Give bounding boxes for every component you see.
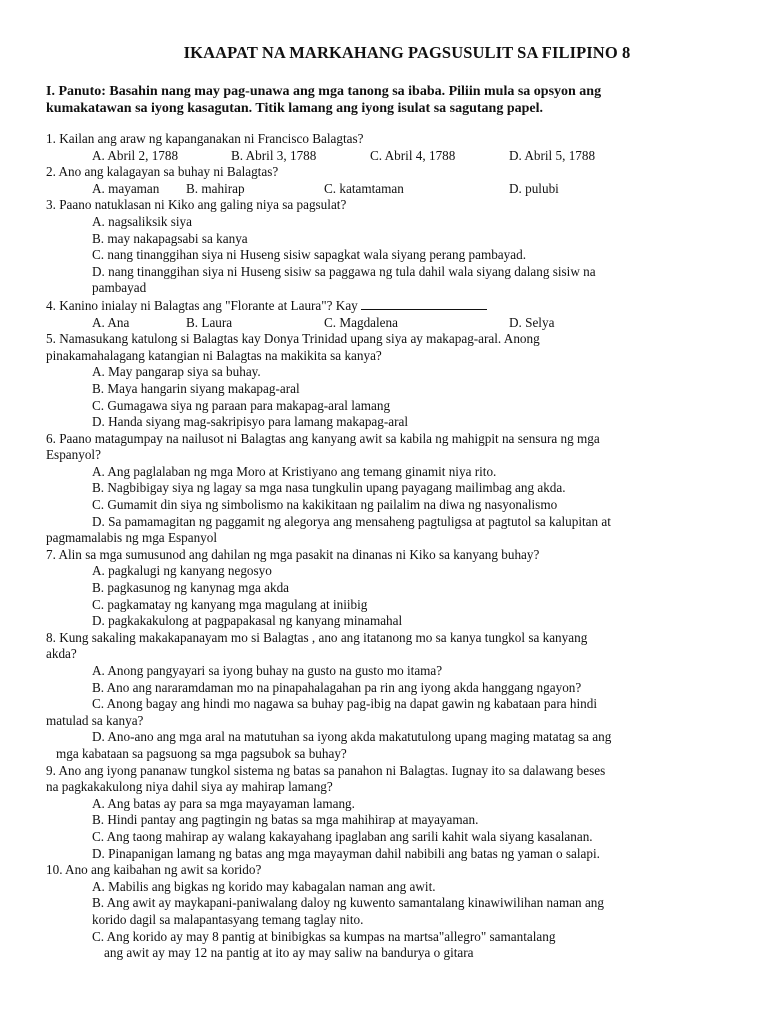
question-5-continued: pinakamahalagang katangian ni Balagtas na makikita sa kanya?: [46, 347, 382, 363]
option-a: A. Ana: [92, 314, 130, 330]
option-d: D. Sa pamamagitan ng paggamit ng alegorya ang mensaheng pagtuligsa at pagtutol sa kalupitan at: [92, 513, 611, 529]
question-2-options: [92, 181, 726, 198]
question-9: 9. Ano ang iyong pananaw tungkol sistema ng batas sa panahon ni Balagtas. Iugnay ito sa dalawang beses: [46, 762, 606, 778]
option-c-continued: ang awit ay may 12 na pantig at ito ay may saliw na bandurya o gitara: [104, 945, 474, 961]
option-c: C. Abril 4, 1788: [370, 147, 456, 163]
option-d: D. pagkakakulong at pagpapakasal ng kanyang minamahal: [92, 613, 403, 629]
option-b: B. Ang awit ay maykapani-paniwalang daloy ng kuwento samantalang kinawiwilihan naman ang: [92, 895, 604, 911]
option-d-continued: pambayad: [92, 280, 147, 296]
option-b: B. Abril 3, 1788: [231, 147, 317, 163]
option-b: B. Hindi pantay ang pagtingin ng batas sa mga mahihirap at mayayaman.: [92, 812, 479, 828]
option-d: D. nang tinanggihan siya ni Huseng sisiw sa paggawa ng tula dahil wala siyang dalang sisiw na: [92, 263, 596, 279]
option-d: D. Handa siyang mag-sakripisyo para lamang makapag-aral: [92, 414, 409, 430]
option-b: B. Laura: [186, 314, 233, 330]
question-8: 8. Kung sakaling makakapanayam mo si Balagtas , ano ang itatanong mo sa kanya tungkol sa kanyang: [46, 629, 588, 645]
option-a: A. nagsaliksik siya: [92, 213, 192, 229]
question-9-continued: na pagkakakulong niya dahil siya ay mahirap lamang?: [46, 779, 333, 795]
option-c: C. Gumagawa siya ng paraan para makapag-aral lamang: [92, 397, 391, 413]
option-d-continued: mga kabataan sa pagsuong sa mga pagsubok sa buhay?: [56, 745, 347, 761]
option-c: C. katamtaman: [324, 180, 404, 196]
question-10: 10. Ano ang kaibahan ng awit sa korido?: [46, 862, 262, 878]
question-1: 1. Kailan ang araw ng kapanganakan ni Francisco Balagtas?: [46, 131, 364, 146]
option-a: A. Anong pangyayari sa iyong buhay na gusto na gusto mo itama?: [92, 663, 443, 678]
option-a: A. mayaman: [92, 180, 160, 196]
question-4-text: 4. Kanino inialay ni Balagtas ang "Florante at Laura"? Kay: [46, 297, 358, 313]
option-a: A. May pangarap siya sa buhay.: [92, 364, 261, 380]
option-b: B. Maya hangarin siyang makapag-aral: [92, 380, 300, 396]
option-d: D. Pinapanigan lamang ng batas ang mga mayayman dahil nabibili ang batas ng yaman o salapi.: [92, 845, 600, 861]
option-b-continued: korido dagil sa malapantasyang temang taglay nito.: [92, 911, 364, 927]
option-c: C. pagkamatay ng kanyang mga magulang at iniibig: [92, 596, 368, 612]
option-c: C. Magdalena: [324, 314, 398, 330]
option-d: D. Ano-ano ang mga aral na matutuhan sa iyong akda makatutulong upang maging matatag sa ang: [92, 729, 612, 745]
option-a: A. Mabilis ang bigkas ng korido may kabagalan naman ang awit.: [92, 878, 436, 894]
exam-title: IKAAPAT NA MARKAHANG PAGSUSULIT SA FILIPINO 8: [183, 43, 631, 62]
question-5: 5. Namasukang katulong si Balagtas kay Donya Trinidad upang siya ay makapag-aral. Anong: [46, 331, 540, 347]
option-b: B. Nagbibigay siya ng lagay sa mga nasa tungkulin upang payagang mailimbag ang akda.: [92, 480, 566, 496]
option-a: A. Abril 2, 1788: [92, 147, 179, 163]
option-a: A. pagkalugi ng kanyang negosyo: [92, 563, 272, 579]
question-6-continued: Espanyol?: [46, 447, 101, 463]
question-2: 2. Ano ang kalagayan sa buhay ni Balagtas?: [46, 164, 279, 180]
answer-blank: [361, 297, 487, 310]
question-8-continued: akda?: [46, 646, 77, 662]
option-c: C. Anong bagay ang hindi mo nagawa sa buhay pag-ibig na dapat gawin ng kabataan para hindi: [92, 696, 598, 712]
option-b: B. mahirap: [186, 180, 245, 196]
option-d-continued: pagmamalabis ng mga Espanyol: [46, 530, 218, 546]
question-6: 6. Paano matagumpay na nailusot ni Balagtas ang kanyang awit sa kabila ng mahigpit na sensura ng mga: [46, 430, 600, 446]
option-b: B. Ano ang nararamdaman mo na pinapahalagahan pa rin ang iyong akda hanggang ngayon?: [92, 679, 582, 695]
question-4-options: [92, 315, 726, 332]
option-d: D. Selya: [509, 314, 555, 330]
option-c: C. nang tinanggihan siya ni Huseng sisiw sapagkat wala siyang perang pambayad.: [92, 247, 526, 263]
option-c: C. Ang korido ay may 8 pantig at binibigkas sa kumpas na martsa"allegro" samantalang: [92, 928, 556, 944]
option-c-continued: matulad sa kanya?: [46, 712, 144, 728]
question-3: 3. Paano natuklasan ni Kiko ang galing niya sa pagsulat?: [46, 197, 347, 213]
option-d: D. pulubi: [509, 180, 559, 196]
option-c: C. Gumamit din siya ng simbolismo na kakikitaan ng pailalim na diwa ng nasyonalismo: [92, 497, 558, 513]
option-d: D. Abril 5, 1788: [509, 147, 596, 163]
question-4: [46, 297, 726, 315]
option-a: A. Ang paglalaban ng mga Moro at Kristiyano ang temang ginamit niya rito.: [92, 463, 497, 479]
question-7: 7. Alin sa mga sumusunod ang dahilan ng mga pasakit na dinanas ni Kiko sa kanyang buhay?: [46, 546, 540, 562]
option-a: A. Ang batas ay para sa mga mayayaman lamang.: [92, 795, 355, 811]
option-b: B. pagkasunog ng kanynag mga akda: [92, 580, 290, 596]
question-1-options: [92, 148, 726, 165]
question-list: [46, 131, 726, 962]
option-c: C. Ang taong mahirap ay walang kakayahang ipaglaban ang sarili kahit wala siyang kasalanan.: [92, 828, 593, 844]
option-b: B. may nakapagsabi sa kanya: [92, 230, 248, 246]
instructions: I. Panuto: Basahin nang may pag-unawa ang mga tanong sa ibaba. Piliin mula sa opsyon ang kumakatawan sa iyong kasagutan. Titik lamang ang iyong isulat sa sagutang papel.: [46, 84, 602, 116]
